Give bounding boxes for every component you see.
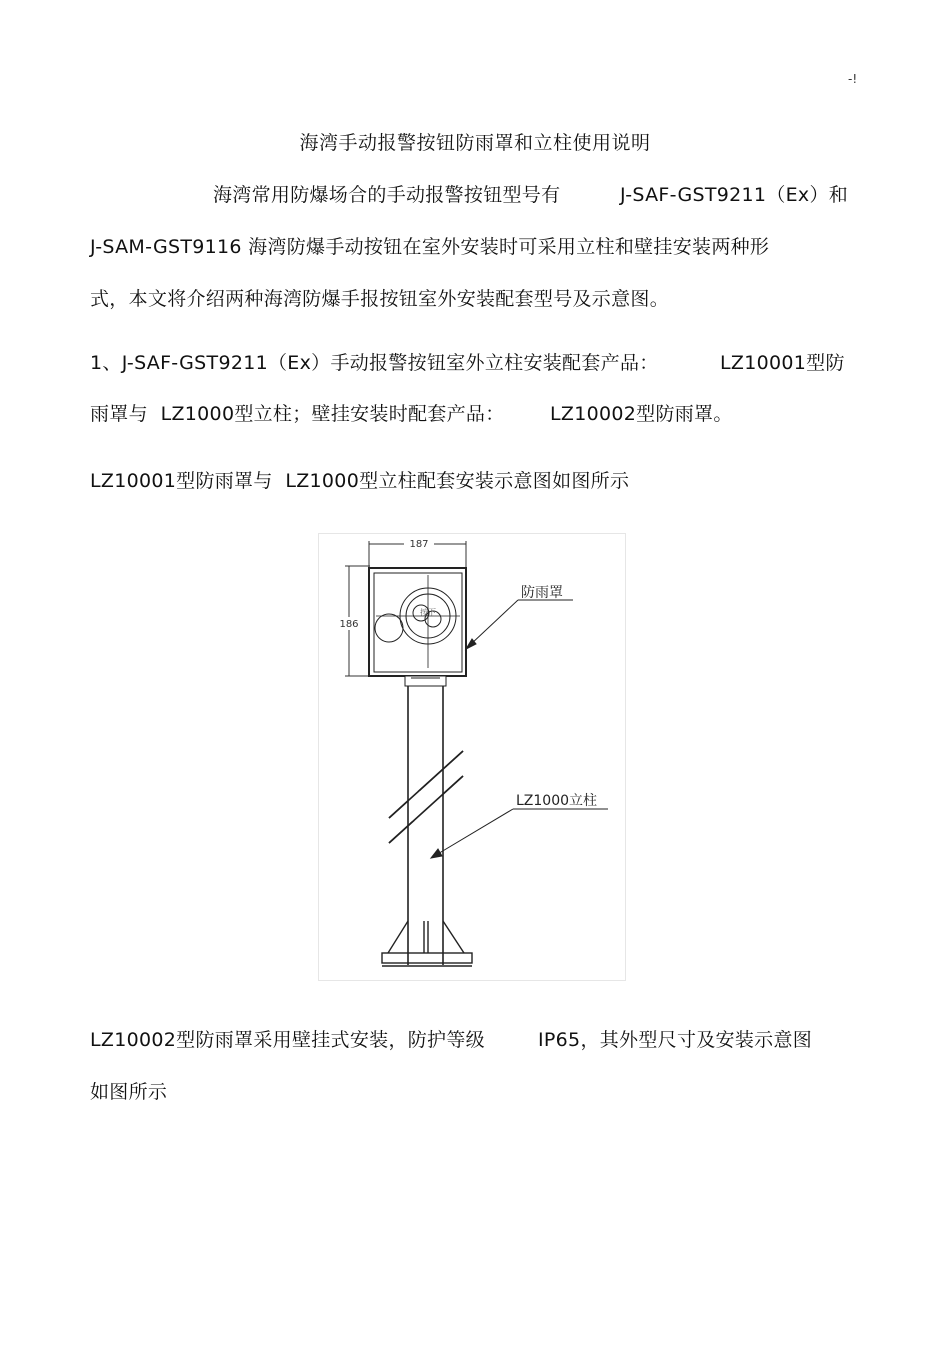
- intro-line-2: J-SAM-GST9116 海湾防爆手动按钮在室外安装时可采用立柱和壁挂安装两种形: [90, 236, 770, 258]
- section1-line-1b: LZ10001型防: [720, 352, 845, 374]
- width-dimension-label: 187: [409, 539, 429, 550]
- page-corner-mark: -!: [848, 72, 858, 86]
- section2-line-1b: IP65，其外型尺寸及安装示意图: [538, 1029, 813, 1051]
- document-title: 海湾手动报警按钮防雨罩和立柱使用说明: [299, 132, 651, 154]
- section1-line-1a: 1、J-SAF-GST9211（Ex）手动报警按钮室外立柱安装配套产品：: [90, 352, 659, 374]
- height-dimension-label: 186: [339, 619, 359, 630]
- pole-label: LZ1000立柱: [516, 793, 598, 809]
- intro-line-1a: 海湾常用防爆场合的手动报警按钮型号有: [213, 184, 561, 206]
- diagram-svg: [318, 533, 626, 981]
- section1-line-2b: LZ10002型防雨罩。: [550, 403, 733, 425]
- installation-diagram: [318, 533, 626, 981]
- section2-line-2: 如图所示: [90, 1081, 168, 1103]
- intro-line-3: 式，本文将介绍两种海湾防爆手报按钮室外安装配套型号及示意图。: [90, 288, 670, 310]
- section2-line-1a: LZ10002型防雨罩采用壁挂式安装，防护等级: [90, 1029, 485, 1051]
- section1-line-2a: 雨罩与 LZ1000型立柱；壁挂安装时配套产品：: [90, 403, 505, 425]
- knob-label: 按下: [420, 608, 436, 617]
- rain-cover-label: 防雨罩: [521, 585, 563, 601]
- figure-caption: LZ10001型防雨罩与 LZ1000型立柱配套安装示意图如图所示: [90, 470, 630, 492]
- intro-line-1b: J-SAF-GST9211（Ex）和: [620, 184, 849, 206]
